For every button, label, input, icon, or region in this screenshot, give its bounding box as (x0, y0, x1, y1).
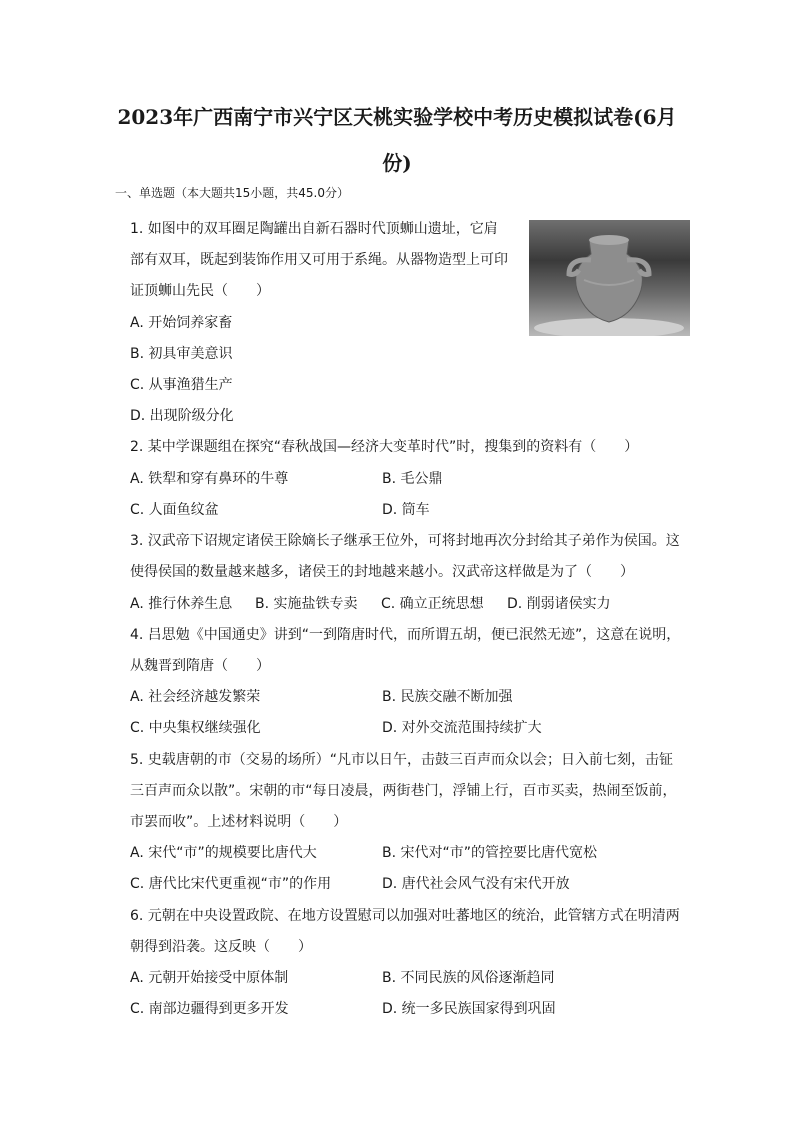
option: D. 筒车 (382, 502, 430, 518)
question-stem: 三百声而众以散”。宋朝的市“每日凌晨，两街巷门，浮铺上行，百市买卖，热闹至饭前， (130, 783, 677, 799)
option: B. 实施盐铁专卖 (255, 596, 358, 612)
option: B. 毛公鼎 (382, 471, 443, 487)
option: C. 从事渔猎生产 (130, 377, 233, 393)
option: D. 出现阶级分化 (130, 408, 234, 424)
option: D. 统一多民族国家得到巩固 (382, 1001, 556, 1017)
option: A. 推行休养生息 (130, 596, 233, 612)
title-line-2: 份) (382, 151, 412, 175)
question-stem: 市罢而收”。上述材料说明（ ） (130, 814, 348, 830)
pottery-jar-image (529, 220, 690, 336)
option: A. 元朝开始接受中原体制 (130, 970, 289, 986)
exam-title (100, 94, 694, 186)
option: B. 民族交融不断加强 (382, 689, 513, 705)
option: C. 唐代比宋代更重视“市”的作用 (130, 876, 332, 892)
option: C. 确立正统思想 (381, 596, 484, 612)
option: D. 唐代社会风气没有宋代开放 (382, 876, 570, 892)
question-stem: 5. 史载唐朝的市（交易的场所）“凡市以日午，击鼓三百声而众以会；日入前七刻，击钲 (130, 752, 674, 768)
question-stem: 3. 汉武帝下诏规定诸侯王除嫡长子继承王位外，可将封地再次分封给其子弟作为侯国。这 (130, 533, 680, 549)
option: D. 削弱诸侯实力 (507, 596, 611, 612)
option: C. 南部边疆得到更多开发 (130, 1001, 289, 1017)
question-stem: 部有双耳，既起到装饰作用又可用于系绳。从器物造型上可印 (130, 252, 508, 268)
question-stem: 朝得到沿袭。这反映（ ） (130, 939, 312, 955)
option: B. 初具审美意识 (130, 346, 233, 362)
question-stem: 1. 如图中的双耳圈足陶罐出自新石器时代顶蛳山遗址，它肩 (130, 221, 498, 237)
question-stem: 使得侯国的数量越来越多，诸侯王的封地越来越小。汉武帝这样做是为了（ ） (130, 564, 634, 580)
option: C. 人面鱼纹盆 (130, 502, 219, 518)
option: C. 中央集权继续强化 (130, 720, 261, 736)
option: A. 铁犁和穿有鼻环的牛尊 (130, 471, 289, 487)
pottery-jar-photo (529, 220, 690, 336)
option: A. 开始饲养家畜 (130, 315, 233, 331)
title-line-1: 2023年广西南宁市兴宁区天桃实验学校中考历史模拟试卷(6月 (117, 105, 677, 129)
section-heading: 一、单选题（本大题共15小题，共45.0分） (115, 186, 349, 200)
option: B. 宋代对“市”的管控要比唐代宽松 (382, 845, 598, 861)
question-stem: 证顶蛳山先民（ ） (130, 283, 270, 299)
question-stem: 从魏晋到隋唐（ ） (130, 658, 270, 674)
question-stem: 4. 吕思勉《中国通史》讲到“一到隋唐时代，而所谓五胡，便已泯然无迹”，这意在说明， (130, 627, 681, 643)
option: D. 对外交流范围持续扩大 (382, 720, 542, 736)
question-stem: 6. 元朝在中央设置政院、在地方设置慰司以加强对吐蕃地区的统治，此管辖方式在明清两 (130, 908, 680, 924)
option: A. 社会经济越发繁荣 (130, 689, 261, 705)
option: B. 不同民族的风俗逐渐趋同 (382, 970, 555, 986)
option: A. 宋代“市”的规模要比唐代大 (130, 845, 317, 861)
question-stem: 2. 某中学课题组在探究“春秋战国—经济大变革时代”时，搜集到的资料有（ ） (130, 439, 639, 455)
